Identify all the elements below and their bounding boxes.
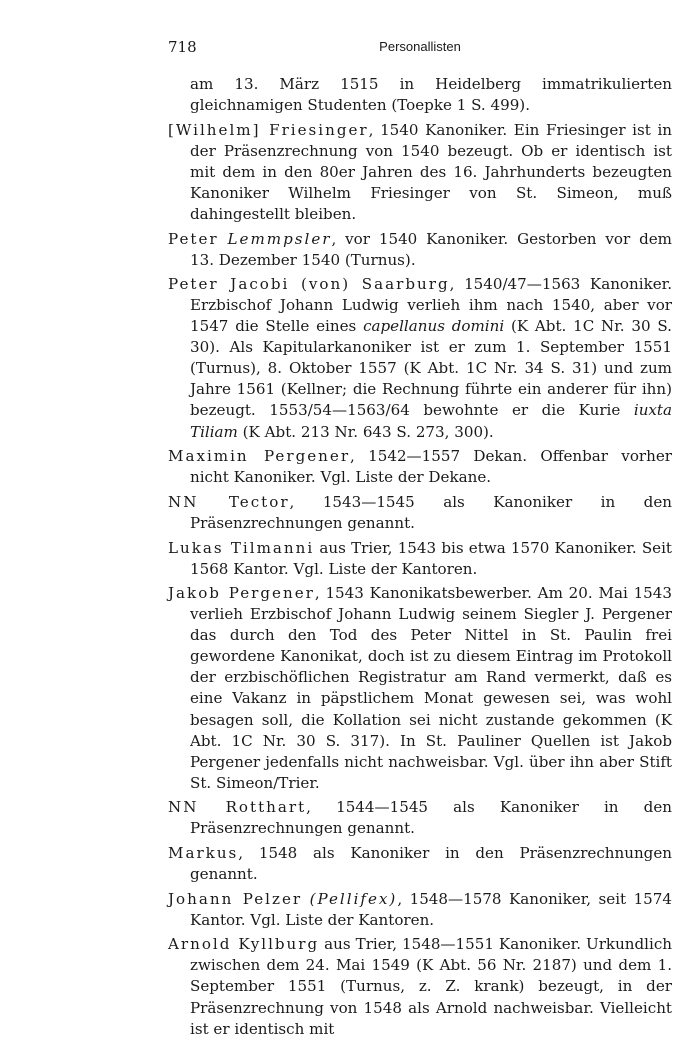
- entry-name: [Wilhelm] Friesinger: [168, 120, 369, 139]
- text-body: [168, 74, 672, 1043]
- entry-text-part: (K Abt. 1C Nr. 30 S. 30). Als Kapitularkanoniker ist er zum 1. September 1551 (Turnus), 8. Oktober 1557 (K Abt. 1C Nr. 34 S. 31) und zum Jahre 1561 (Kellner; die Rechnung führte ein anderer für ihn) bezeugt. 1553/54—1563/64 bewohnte er die Kurie: [190, 317, 672, 420]
- entry-name: Markus: [168, 843, 239, 862]
- entry-text: , 1548 als Kanoniker in den Präsenzrechnungen genannt.: [190, 843, 672, 884]
- entry-text: , 1548—1578 Kanoniker, seit 1574 Kantor. Vgl. Liste der Kantoren.: [190, 889, 672, 929]
- entry-text: aus Trier, 1543 bis etwa 1570 Kanoniker. Seit 1568 Kantor. Vgl. Liste der Kantoren.: [190, 538, 672, 578]
- entry-tector: [168, 492, 672, 534]
- entry-name-italic: (Pellifex): [309, 889, 398, 908]
- entry-rotthart: [168, 797, 672, 839]
- page-header: [168, 38, 672, 62]
- entry-markus: [168, 843, 672, 885]
- entry-continuation: [168, 74, 672, 116]
- entry-lemmpsler: [168, 229, 672, 271]
- entry-jacobi: [168, 274, 672, 442]
- entry-pelzer: [168, 889, 672, 931]
- entry-name: Arnold Kyllburg: [168, 935, 320, 954]
- entry-name: Jakob Pergener: [168, 584, 315, 603]
- entry-name: Peter Jacobi (von) Saarburg: [168, 275, 450, 294]
- entry-kyllburg: [168, 934, 672, 1039]
- entry-text: , 1543—1545 als Kanoniker in den Präsenzrechnungen genannt.: [190, 492, 672, 532]
- entry-italic-term: iuxta Tiliam: [190, 401, 672, 441]
- entry-text-part: (K Abt. 213 Nr. 643 S. 273, 300).: [237, 422, 494, 441]
- entry-text: , 1544—1545 als Kanoniker in den Präsenzrechnungen genannt.: [190, 798, 672, 838]
- entry-text-part: , 1540/47—1563 Kanoniker. Erzbischof Johann Ludwig verlieh ihm nach 1540, aber vor 1547 die Stelle eines: [190, 275, 672, 336]
- entry-maximin-pergener: [168, 446, 672, 488]
- entry-name: NN Rotthart: [168, 798, 307, 817]
- entry-text: , 1542—1557 Dekan. Offenbar vorher nicht Kanoniker. Vgl. Liste der Dekane.: [190, 447, 672, 487]
- page-number: 718: [168, 38, 197, 56]
- entry-text: , 1540 Kanoniker. Ein Friesinger ist in der Präsenzrechnung von 1540 bezeugt. Ob er identisch ist mit dem in den 80er Jahren des 16. Jahrhunderts bezeugten Kanoniker Wilhelm Friesinger von St. Simeon, muß dahingestellt bleiben.: [190, 120, 672, 223]
- entry-name: Johann Pelzer: [168, 889, 303, 908]
- entry-italic-term: capellanus domini: [363, 317, 505, 336]
- entry-jakob-pergener: [168, 583, 672, 793]
- entry-text: am 13. März 1515 in Heidelberg immatrikulierten gleichnamigen Studenten (Toepke 1 S. 499).: [190, 75, 672, 115]
- entry-text: aus Trier, 1548—1551 Kanoniker. Urkundlich zwischen dem 24. Mai 1549 (K Abt. 56 Nr. 2187) und dem 1. September 1551 (Turnus, z. Z. krank) bezeugt, in der Präsenzrechnung von 1548 als Arnold nachweisbar. Vielleicht ist er identisch mit: [190, 935, 672, 1038]
- running-head: Personallisten: [379, 39, 461, 54]
- entry-text: , vor 1540 Kanoniker. Gestorben vor dem 13. Dezember 1540 (Turnus).: [190, 229, 672, 269]
- entry-name-italic: Lemmpsler: [227, 229, 332, 248]
- entry-name: Maximin Pergener: [168, 447, 351, 466]
- entry-friesinger: [168, 120, 672, 225]
- entry-tilmanni: [168, 538, 672, 580]
- entry-name: NN Tector: [168, 492, 290, 511]
- entry-name: Lukas Tilmanni: [168, 538, 315, 557]
- entry-text: , 1543 Kanonikatsbewerber. Am 20. Mai 1543 verlieh Erzbischof Johann Ludwig seinem Siegler J. Pergener das durch den Tod des Peter Nittel in St. Paulin frei gewordene Kanonikat, doch ist zu diesem Eintrag im Protokoll der erzbischöflichen Registratur am Rand vermerkt, daß es eine Vakanz in päpstlichem Monat gewesen sei, was wohl besagen soll, die Kollation sei nicht zustande gekommen (K Abt. 1C Nr. 30 S. 317). In St. Pauliner Quellen ist Jakob Pergener jedenfalls nicht nachweisbar. Vgl. über ihn aber Stift St. Simeon/Trier.: [190, 584, 672, 792]
- entry-name: Peter: [168, 229, 219, 248]
